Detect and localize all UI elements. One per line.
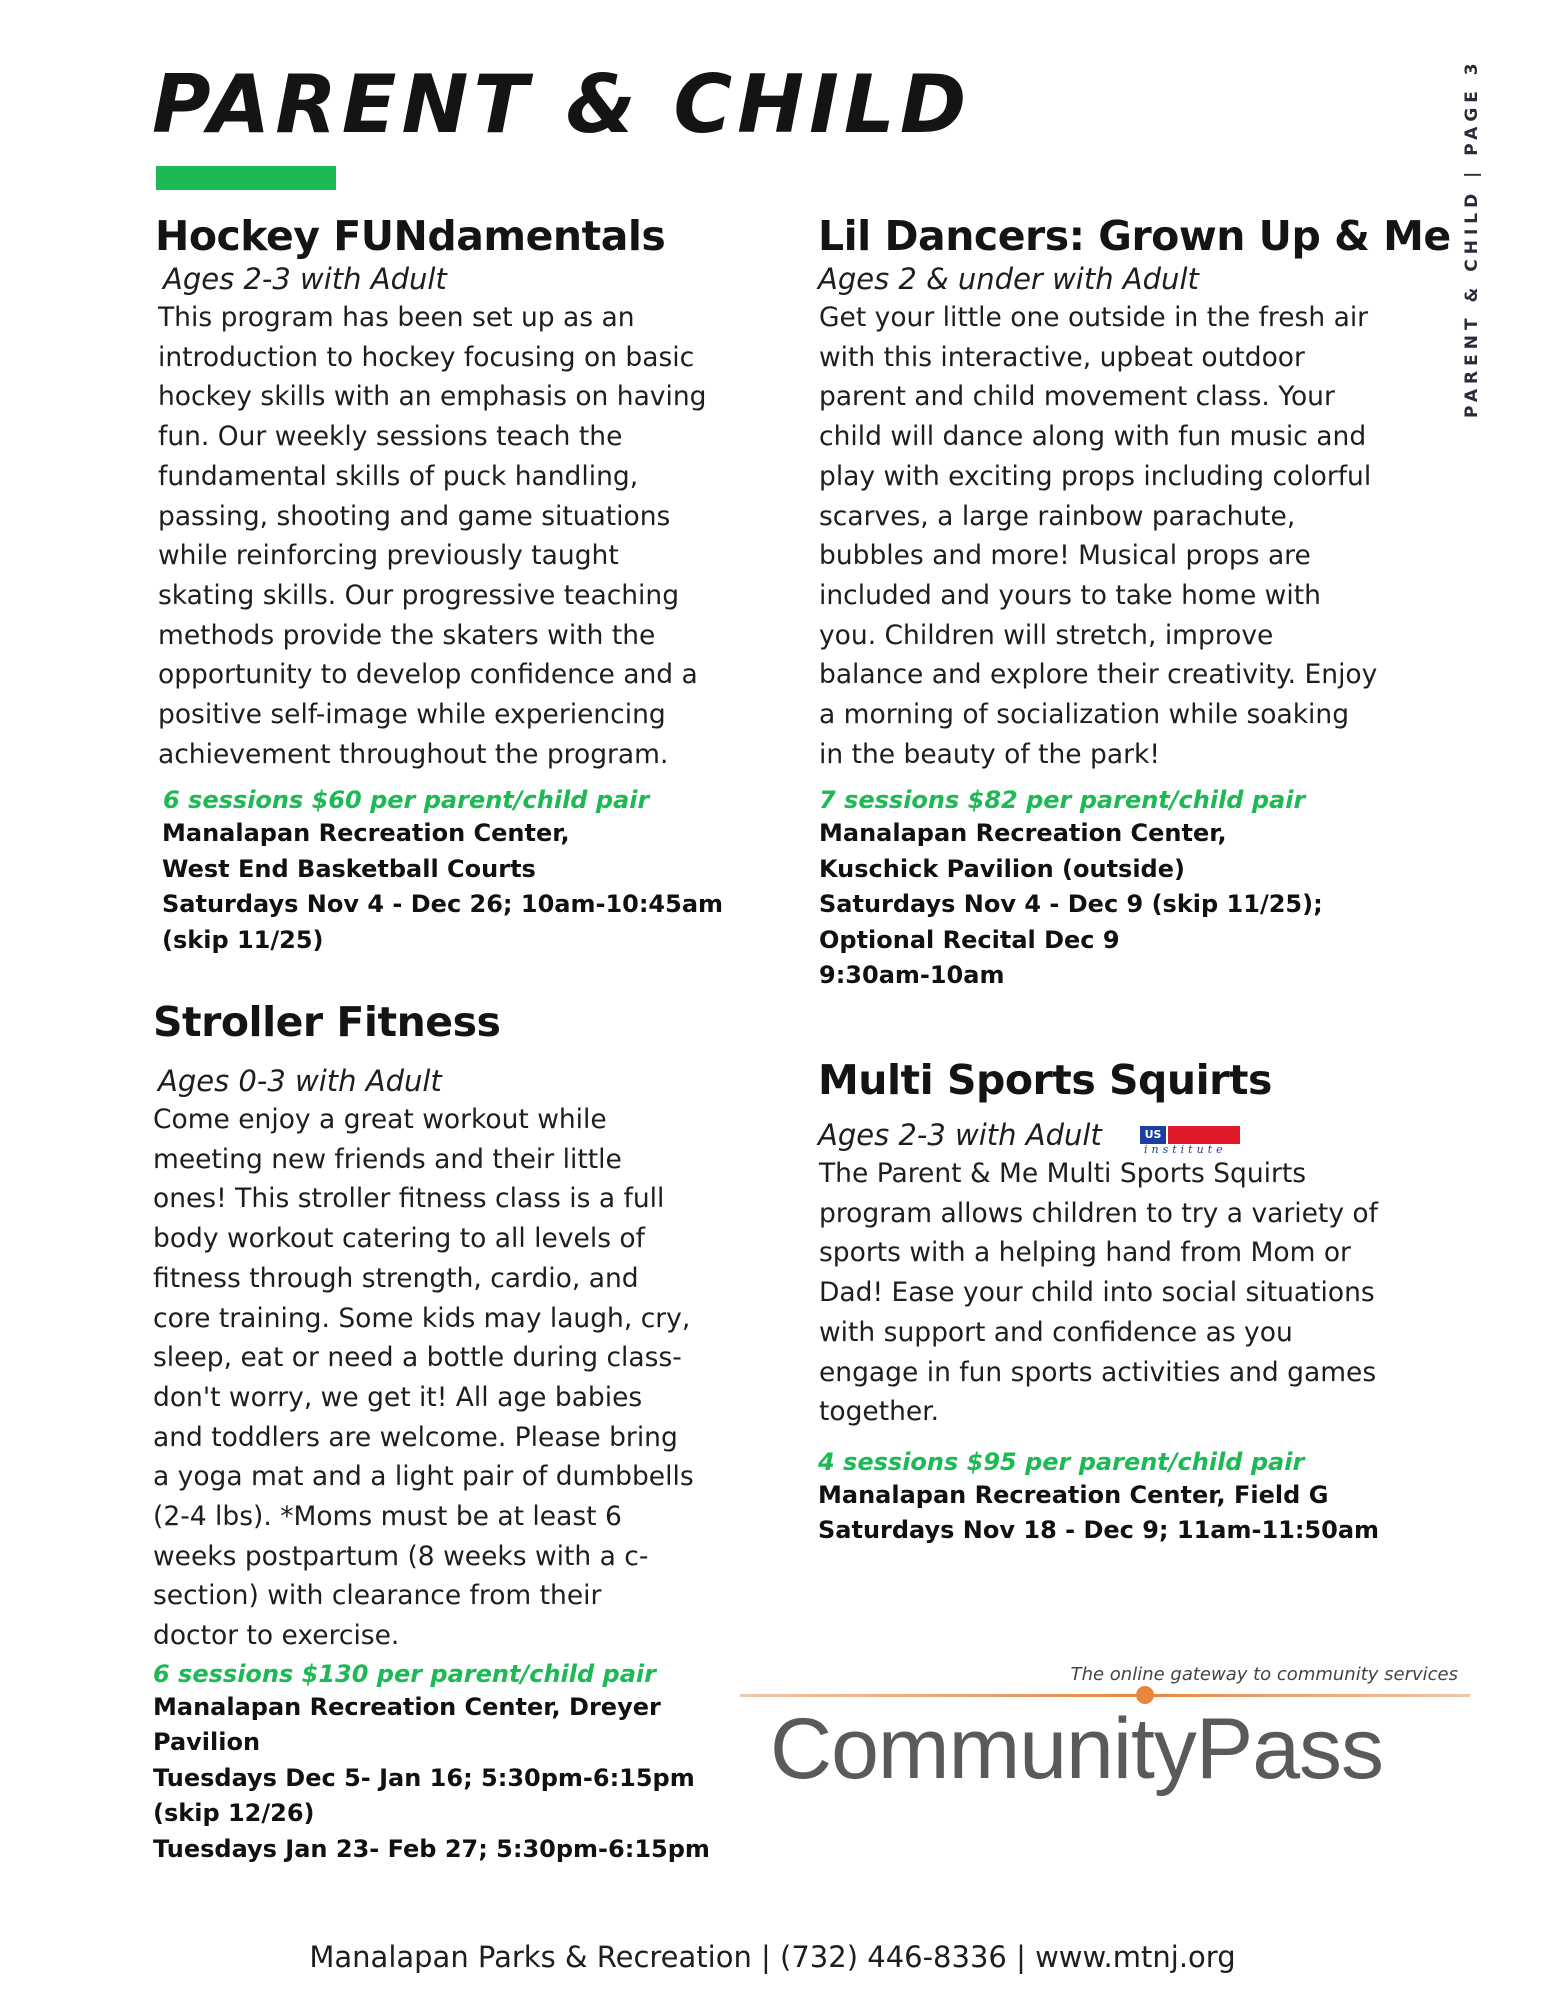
program-description: This program has been set up as an introduction to hockey focusing on basic hockey skills with an emphasis on having fun. Our weekly sessions teach the fundamental skills of puck handling, passing, shooting and game situations while reinforcing previously taught skating skills. Our progressive teaching methods provide the skaters with the opportunity to develop confidence and a positive self-image while experiencing achievement throughout the program. — [158, 302, 707, 770]
logo-name: CommunityPass — [770, 1701, 1384, 1797]
program-description: The Parent & Me Multi Sports Squirts program allows children to try a variety of sports with a helping hand from Mom or Dad! Ease your child into social situations with support and confidence as you engage in fun sports activities and games together. — [819, 1158, 1378, 1428]
us-institute-badge — [1140, 1126, 1240, 1158]
program-details: Manalapan Recreation Center, Kuschick Pavilion (outside) Saturdays Nov 4 - Dec 9 (skip 11/25); Optional Recital Dec 9 9:30am-10am — [819, 819, 1323, 990]
program-ages: Ages 2-3 with Adult — [818, 1118, 1102, 1152]
title-underline-bar — [156, 166, 336, 190]
page-title: PARENT & CHILD — [152, 58, 972, 151]
side-page-label: PARENT & CHILD | PAGE 3 — [1462, 58, 1482, 418]
badge-institute-text: institute — [1144, 1143, 1227, 1156]
badge-red-stripe — [1168, 1126, 1240, 1144]
program-price: 6 sessions $60 per parent/child pair — [163, 786, 650, 815]
program-stroller-fitness — [153, 998, 710, 1867]
page-footer: Manalapan Parks & Recreation | (732) 446-8336 | www.mtnj.org — [309, 1940, 1236, 1974]
program-multi-sports-squirts — [818, 1056, 1379, 1549]
program-ages: Ages 2 & under with Adult — [818, 262, 1199, 296]
program-description: Get your little one outside in the fresh air with this interactive, upbeat outdoor parent and child movement class. Your child will dance along with fun music and play with exciting props including colorful scarves, a large rainbow parachute, bubbles and more! Musical props are included and yours to take home with you. Children will stretch, improve balance and explore their creativity. Enjoy a morning of socialization while soaking in the beauty of the park! — [819, 302, 1378, 770]
program-price: 7 sessions $82 per parent/child pair — [819, 786, 1306, 815]
community-pass-logo — [740, 1660, 1470, 1800]
logo-swoosh-line — [740, 1694, 1470, 1697]
program-title: Multi Sports Squirts — [818, 1056, 1272, 1104]
program-title: Lil Dancers: Grown Up & Me — [818, 212, 1451, 260]
program-ages: Ages 2-3 with Adult — [163, 262, 447, 296]
program-details: Manalapan Recreation Center, Dreyer Pavilion Tuesdays Dec 5- Jan 16; 5:30pm-6:15pm (skip 12/26) Tuesdays Jan 23- Feb 27; 5:30pm-6:15pm — [153, 1692, 710, 1863]
program-hockey — [155, 212, 723, 958]
program-description: Come enjoy a great workout while meeting new friends and their little ones! This stroller fitness class is a full body workout catering to all levels of fitness through strength, cardio, and core training. Some kids may laugh, cry, sleep, eat or need a bottle during class- don't worry, we get it! All age babies and toddlers are welcome. Please bring a yoga mat and a light pair of dumbbells (2-4 lbs). *Moms must be at least 6 weeks postpartum (8 weeks with a c- section) with clearance from their doctor to exercise. — [153, 1104, 694, 1652]
program-details: Manalapan Recreation Center, Field G Saturdays Nov 18 - Dec 9; 11am-11:50am — [818, 1480, 1380, 1545]
program-price: 6 sessions $130 per parent/child pair — [153, 1659, 656, 1688]
program-title: Stroller Fitness — [153, 998, 501, 1046]
badge-us-box: US — [1140, 1126, 1166, 1144]
logo-tagline: The online gateway to community services — [1070, 1664, 1458, 1685]
program-lil-dancers — [818, 212, 1451, 994]
program-price: 4 sessions $95 per parent/child pair — [818, 1447, 1305, 1476]
program-ages: Ages 0-3 with Adult — [158, 1064, 442, 1098]
program-details: Manalapan Recreation Center, West End Basketball Courts Saturdays Nov 4 - Dec 26; 10am-10:45am (skip 11/25) — [162, 819, 724, 954]
program-title: Hockey FUNdamentals — [155, 212, 666, 260]
